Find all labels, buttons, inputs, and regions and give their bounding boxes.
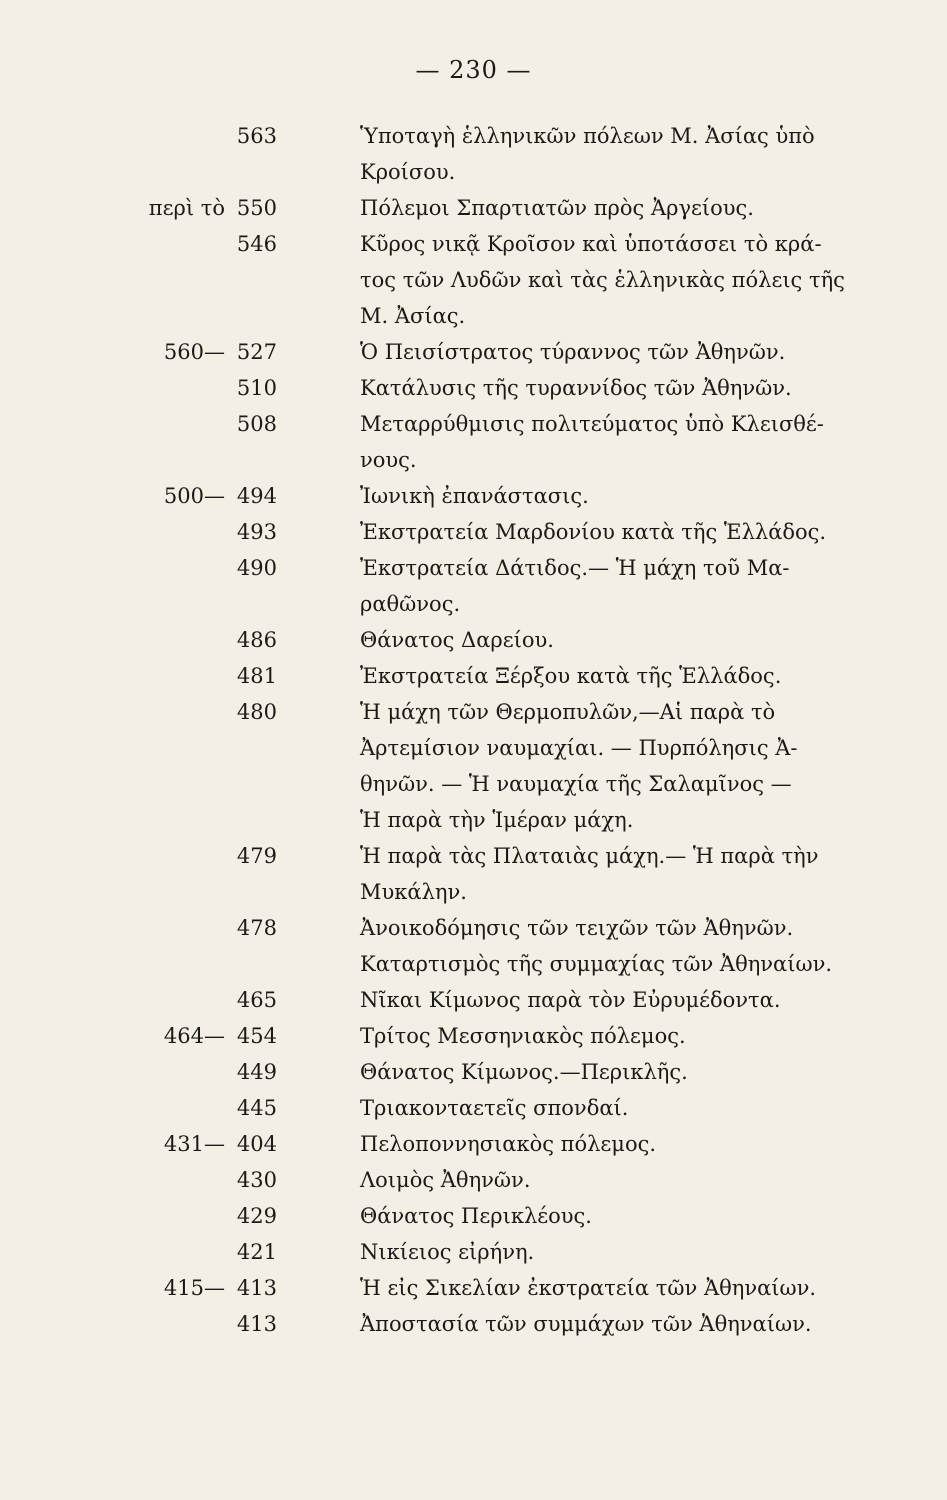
date-range — [0, 622, 225, 658]
entry-413-revolt — [0, 1306, 947, 1342]
event-text — [360, 1198, 865, 1234]
date-year: 481 — [236, 664, 277, 688]
event-text — [360, 1054, 865, 1090]
date-range: 431— — [163, 1132, 225, 1156]
entry-527 — [0, 334, 947, 370]
event-line: Μυκάλην. — [360, 880, 467, 904]
event-text — [360, 838, 865, 910]
event-line: Μ. Ἀσίας. — [360, 304, 466, 328]
date-year: 413 — [236, 1276, 277, 1300]
event-line: νους. — [360, 448, 417, 472]
date-range — [0, 982, 225, 1018]
event-line: Ὁ Πεισίστρατος τύραννος τῶν Ἀθηνῶν. — [360, 340, 786, 364]
event-text — [360, 226, 865, 334]
date-range: περὶ τὸ — [148, 196, 225, 220]
event-line: Ὑποταγὴ ἑλληνικῶν πόλεων Μ. Ἀσίας ὑπὸ — [360, 124, 815, 148]
event-line: Κατάλυσις τῆς τυραννίδος τῶν Ἀθηνῶν. — [360, 376, 792, 400]
date-year: 445 — [236, 1096, 277, 1120]
event-text — [360, 694, 865, 838]
event-line: θηνῶν. — Ἡ ναυμαχία τῆς Σαλαμῖνος — — [360, 772, 792, 796]
event-line: Λοιμὸς Ἀθηνῶν. — [360, 1168, 531, 1192]
event-text — [360, 118, 865, 190]
entry-430 — [0, 1162, 947, 1198]
event-line: Τριακονταετεῖς σπονδαί. — [360, 1096, 629, 1120]
date-year: 494 — [236, 484, 277, 508]
entry-563 — [0, 118, 947, 190]
event-line: Θάνατος Δαρείου. — [360, 628, 554, 652]
date-range: 560— — [163, 340, 225, 364]
date-year: 479 — [236, 844, 277, 868]
event-text — [360, 1306, 865, 1342]
date-year: 413 — [236, 1312, 277, 1336]
entry-445 — [0, 1090, 947, 1126]
entry-494 — [0, 478, 947, 514]
chronology-list — [0, 118, 947, 1342]
event-line: Ἰωνικὴ ἐπανάστασις. — [360, 484, 589, 508]
date-year: 404 — [236, 1132, 277, 1156]
event-text — [360, 550, 865, 622]
date-year: 430 — [236, 1168, 277, 1192]
event-line: Ἡ εἰς Σικελίαν ἐκστρατεία τῶν Ἀθηναίων. — [360, 1276, 817, 1300]
event-text — [360, 622, 865, 658]
date-range — [0, 658, 225, 694]
date-range — [0, 370, 225, 406]
date-year: 429 — [236, 1204, 277, 1228]
event-text — [360, 1234, 865, 1270]
entry-490 — [0, 550, 947, 622]
date-year: 490 — [236, 556, 277, 580]
date-year: 546 — [236, 232, 277, 256]
event-line: Ἀνοικοδόμησις τῶν τειχῶν τῶν Ἀθηνῶν. — [360, 916, 794, 940]
date-year: 465 — [236, 988, 277, 1012]
event-line: Κῦρος νικᾷ Κροῖσον καὶ ὑποτάσσει τὸ κρά- — [360, 232, 822, 256]
event-text — [360, 1090, 865, 1126]
date-year: 421 — [236, 1240, 277, 1264]
entry-465 — [0, 982, 947, 1018]
event-line: Μεταρρύθμισις πολιτεύματος ὑπὸ Κλεισθέ- — [360, 412, 824, 436]
event-text — [360, 1126, 865, 1162]
date-range — [0, 1054, 225, 1090]
date-year: 493 — [236, 520, 277, 544]
entry-510 — [0, 370, 947, 406]
event-line: Θάνατος Περικλέους. — [360, 1204, 592, 1228]
date-range — [0, 1162, 225, 1198]
entry-481 — [0, 658, 947, 694]
entry-454 — [0, 1018, 947, 1054]
event-text — [360, 514, 865, 550]
event-text — [360, 1162, 865, 1198]
date-range — [0, 406, 225, 442]
entry-404 — [0, 1126, 947, 1162]
entry-413-sicily — [0, 1270, 947, 1306]
entry-478 — [0, 910, 947, 982]
event-line: Ἐκστρατεία Ξέρξου κατὰ τῆς Ἑλλάδος. — [360, 664, 782, 688]
event-line: Πελοποννησιακὸς πόλεμος. — [360, 1132, 657, 1156]
event-line: Ἡ παρὰ τὴν Ἱμέραν μάχη. — [360, 808, 634, 832]
date-year: 478 — [236, 916, 277, 940]
date-year: 510 — [236, 376, 277, 400]
date-year: 550 — [236, 196, 277, 220]
date-range — [0, 1234, 225, 1270]
event-line: Ἡ μάχη τῶν Θερμοπυλῶν,—Αἱ παρὰ τὸ — [360, 700, 776, 724]
event-text — [360, 982, 865, 1018]
date-range — [0, 1198, 225, 1234]
entry-480 — [0, 694, 947, 838]
entry-429 — [0, 1198, 947, 1234]
date-year: 527 — [236, 340, 277, 364]
entry-493 — [0, 514, 947, 550]
date-range — [0, 550, 225, 586]
event-line: τος τῶν Λυδῶν καὶ τὰς ἑλληνικὰς πόλεις τῆς — [360, 268, 845, 292]
event-text — [360, 334, 865, 370]
entry-449 — [0, 1054, 947, 1090]
entry-550 — [0, 190, 947, 226]
date-range — [0, 226, 225, 262]
event-text — [360, 370, 865, 406]
event-text — [360, 190, 865, 226]
date-year: 486 — [236, 628, 277, 652]
event-line: Νῖκαι Κίμωνος παρὰ τὸν Εὐρυμέδοντα. — [360, 988, 781, 1012]
event-line: Ἀποστασία τῶν συμμάχων τῶν Ἀθηναίων. — [360, 1312, 812, 1336]
date-range: 500— — [163, 484, 225, 508]
date-range — [0, 514, 225, 550]
date-range — [0, 838, 225, 874]
event-line: Κροίσου. — [360, 160, 456, 184]
entry-479 — [0, 838, 947, 910]
date-range: 464— — [163, 1024, 225, 1048]
date-range: 415— — [163, 1276, 225, 1300]
date-range — [0, 1306, 225, 1342]
event-text — [360, 478, 865, 514]
entry-546 — [0, 226, 947, 334]
event-line: Καταρτισμὸς τῆς συμμαχίας τῶν Ἀθηναίων. — [360, 952, 833, 976]
event-line: Τρίτος Μεσσηνιακὸς πόλεμος. — [360, 1024, 686, 1048]
event-line: Πόλεμοι Σπαρτιατῶν πρὸς Ἀργείους. — [360, 196, 754, 220]
event-line: Ἀρτεμίσιον ναυμαχίαι. — Πυρπόλησις Ἀ- — [360, 736, 798, 760]
event-line: ραθῶνος. — [360, 592, 461, 616]
event-line: Νικίειος εἰρήνη. — [360, 1240, 535, 1264]
entry-486 — [0, 622, 947, 658]
date-range — [0, 694, 225, 730]
event-text — [360, 406, 865, 478]
event-line: Θάνατος Κίμωνος.—Περικλῆς. — [360, 1060, 688, 1084]
entry-421 — [0, 1234, 947, 1270]
date-range — [0, 118, 225, 154]
date-year: 449 — [236, 1060, 277, 1084]
event-line: Ἡ παρὰ τὰς Πλαταιὰς μάχη.— Ἡ παρὰ τὴν — [360, 844, 819, 868]
date-range — [0, 910, 225, 946]
event-line: Ἐκστρατεία Δάτιδος.— Ἡ μάχη τοῦ Μα- — [360, 556, 790, 580]
event-line: Ἐκστρατεία Μαρδονίου κατὰ τῆς Ἑλλάδος. — [360, 520, 827, 544]
date-year: 508 — [236, 412, 277, 436]
page-number: — 230 — — [415, 56, 532, 84]
date-range — [0, 1090, 225, 1126]
date-year: 480 — [236, 700, 277, 724]
date-year: 563 — [236, 124, 277, 148]
entry-508 — [0, 406, 947, 478]
date-year: 454 — [236, 1024, 277, 1048]
event-text — [360, 658, 865, 694]
event-text — [360, 1270, 865, 1306]
event-text — [360, 1018, 865, 1054]
event-text — [360, 910, 865, 982]
